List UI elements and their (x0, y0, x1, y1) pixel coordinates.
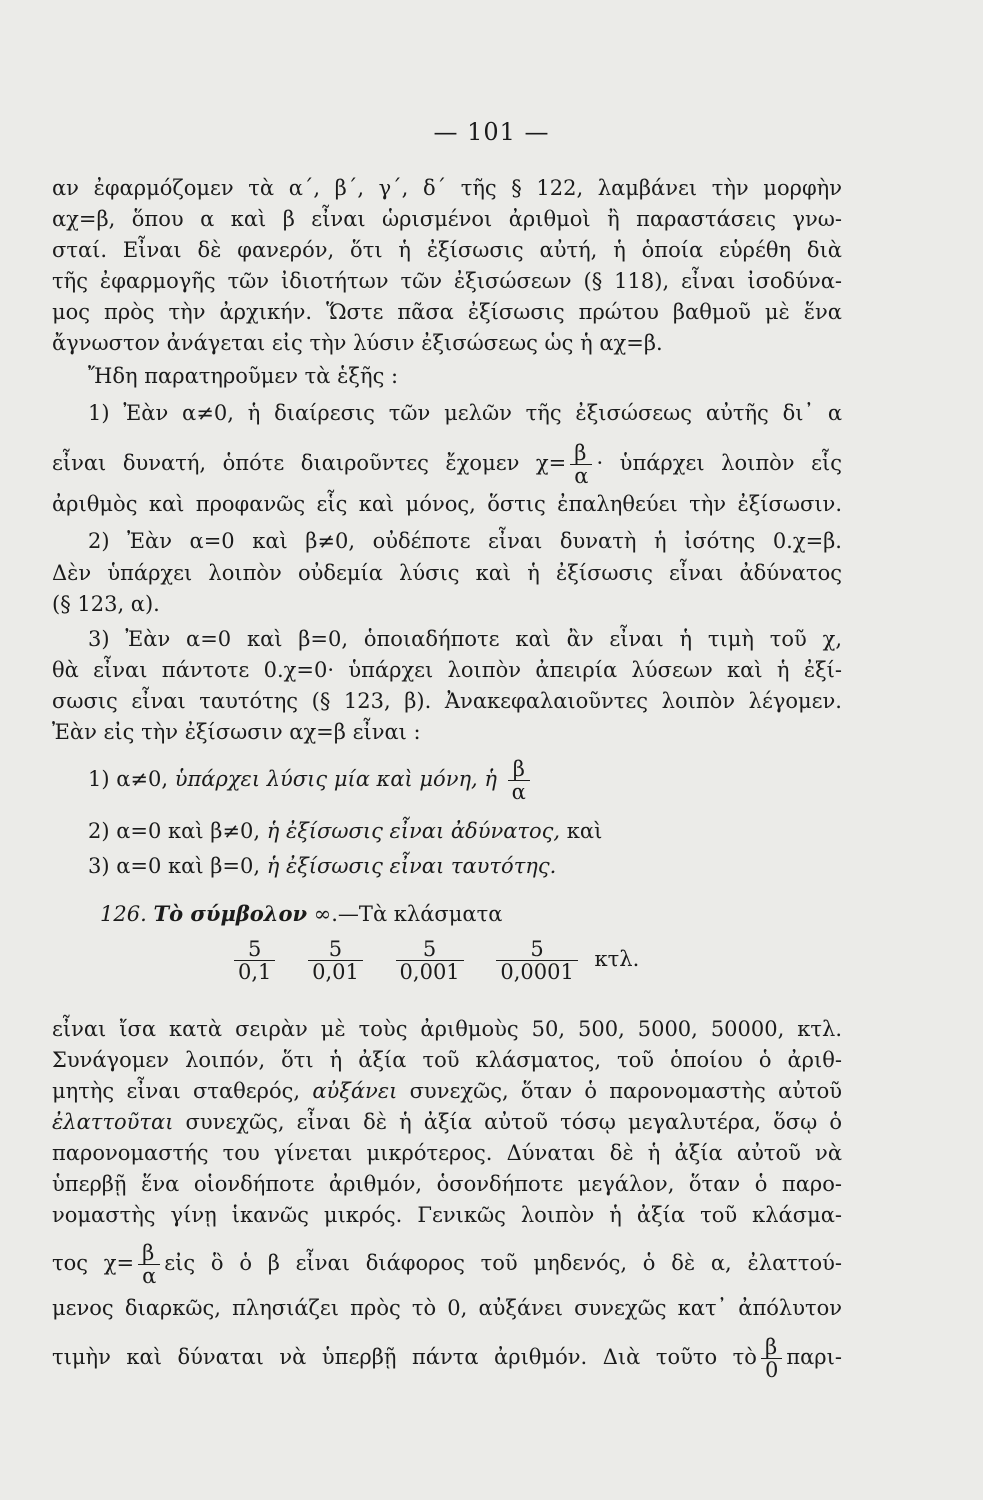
text-line-with-fraction (52, 1238, 842, 1288)
fraction-denominator: 0,01 (308, 960, 363, 983)
text-line: (§ 123, α). (52, 592, 160, 616)
text-segment: συνεχῶς, εἶναι δὲ ἡ ἀξία αὐτοῦ τόσῳ μεγαλυτέρα, ὅσῳ ὁ (185, 1110, 842, 1134)
fractions-row (230, 934, 639, 984)
text-line: αχ=β, ὅπου α καὶ β εἶναι ὡρισμένοι ἀριθμοὶ ἢ παραστάσεις γνω- (52, 207, 842, 231)
fraction-numerator: β (512, 757, 525, 781)
fraction (761, 1336, 782, 1381)
fraction-denominator: 0,0001 (496, 960, 577, 983)
text-line: εἶναι ἴσα κατὰ σειρὰν μὲ τοὺς ἀριθμοὺς 50, 500, 5000, 50000, κτλ. (52, 1017, 842, 1041)
section-heading (100, 900, 502, 928)
section-rest: ∞.—Τὰ κλάσματα (313, 902, 503, 926)
fraction-denominator: α (508, 780, 530, 803)
text-segment: μητὴς εἶναι σταθερός, (52, 1079, 301, 1103)
text-line (52, 1077, 842, 1105)
text-line: αν ἐφαρμόζομεν τὰ α΄, β΄, γ΄, δ΄ τῆς § 122, λαμβάνει τὴν μορφὴν (52, 176, 842, 200)
text-line: μενος διαρκῶς, πλησιάζει πρὸς τὸ 0, αὐξάνει συνεχῶς κατ᾽ ἀπόλυτον (52, 1296, 842, 1320)
text-segment: τος χ= (52, 1251, 135, 1275)
text-line-with-fraction (52, 1332, 842, 1382)
text-line: τῆς ἐφαρμογῆς τῶν ἰδιοτήτων τῶν ἐξισώσεων (§ 118), εἶναι ἰσοδύνα- (52, 269, 842, 293)
fraction-numerator: 5 (328, 937, 343, 961)
fraction-denominator: 0,001 (396, 960, 464, 983)
italic-segment: ἡ ἐξίσωσις εἶναι ταυτότης. (266, 854, 557, 878)
text-segment: 1) α≠0, (88, 767, 169, 791)
text-line: μος πρὸς τὴν ἀρχικήν. Ὥστε πᾶσα ἐξίσωσις πρώτου βαθμοῦ μὲ ἕνα (52, 300, 842, 324)
text-segment: συνεχῶς, ὅταν ὁ παρονομαστὴς αὐτοῦ (409, 1079, 842, 1103)
fraction-numerator: β (764, 1335, 778, 1359)
text-line: σταί. Εἶναι δὲ φανερόν, ὅτι ἡ ἐξίσωσις αὐτή, ἡ ὁποία εὑρέθη διὰ (52, 238, 842, 262)
fraction-numerator: 5 (530, 937, 544, 961)
text-line: Ἐὰν εἰς τὴν ἐξίσωσιν αχ=β εἶναι : (52, 720, 421, 744)
fractions-tail: κτλ. (594, 947, 640, 971)
fraction (234, 938, 275, 983)
text-line: Δὲν ὑπάρχει λοιπὸν οὐδεμία λύσις καὶ ἡ ἐξίσωσις εἶναι ἀδύνατος (52, 561, 842, 585)
text-segment: · ὑπάρχει λοιπὸν εἷς (596, 451, 843, 475)
summary-case-3 (88, 852, 556, 880)
page-number: — 101 — (433, 118, 550, 146)
italic-segment: ἐλαττοῦται (52, 1110, 174, 1134)
fraction-denominator: 0,1 (234, 960, 275, 983)
summary-case-2 (88, 817, 602, 845)
text-segment: καὶ (566, 819, 603, 843)
italic-segment: ὑπάρχει λύσις μία καὶ μόνη, ἡ (174, 767, 497, 791)
fraction (138, 1242, 160, 1287)
section-title: Τὸ σύμβολον (153, 901, 308, 926)
fraction-denominator: α (570, 464, 592, 487)
text-segment: εἰς ὃ ὁ β εἶναι διάφορος τοῦ μηδενός, ὁ δὲ α, ἐλαττού- (164, 1251, 842, 1275)
section-number: 126. (100, 902, 147, 926)
text-line: ἀριθμὸς καὶ προφανῶς εἷς καὶ μόνος, ὅστις ἐπαληθεύει τὴν ἐξίσωσιν. (52, 492, 842, 516)
text-segment: 2) α=0 καὶ β≠0, (88, 819, 261, 843)
text-segment: παρι- (786, 1345, 842, 1369)
fraction-numerator: 5 (248, 937, 262, 961)
italic-segment: αὐξάνει (312, 1079, 398, 1103)
text-segment: τιμὴν καὶ δύναται νὰ ὑπερβῇ πάντα ἀριθμόν. Διὰ τοῦτο τὸ (52, 1345, 757, 1369)
text-line (52, 1108, 842, 1136)
fraction (570, 442, 592, 487)
italic-segment: ἡ ἐξίσωσις εἶναι ἀδύνατος, (266, 819, 561, 843)
fraction-numerator: β (142, 1241, 155, 1265)
text-segment: εἶναι δυνατή, ὁπότε διαιροῦντες ἔχομεν χ= (52, 451, 567, 475)
summary-case-1 (88, 754, 534, 804)
text-line: 2) Ἐὰν α=0 καὶ β≠0, οὐδέποτε εἶναι δυνατὴ ἡ ἰσότης 0.χ=β. (88, 529, 842, 553)
text-line: παρονομαστής του γίνεται μικρότερος. Δύναται δὲ ἡ ἀξία αὐτοῦ νὰ (52, 1141, 842, 1165)
text-line: 1) Ἐὰν α≠0, ἡ διαίρεσις τῶν μελῶν τῆς ἐξισώσεως αὐτῆς δι᾽ α (88, 401, 842, 425)
text-line: ἄγνωστον ἀνάγεται εἰς τὴν λύσιν ἐξισώσεως ὡς ἡ αχ=β. (52, 331, 663, 355)
text-line: σωσις εἶναι ταυτότης (§ 123, β). Ἀνακεφαλαιοῦντες λοιπὸν λέγομεν. (52, 689, 842, 713)
fraction (396, 938, 464, 983)
text-line: νομαστὴς γίνῃ ἱκανῶς μικρός. Γενικῶς λοιπὸν ἡ ἀξία τοῦ κλάσμα- (52, 1203, 842, 1227)
fraction-numerator: 5 (422, 937, 437, 961)
text-segment: 3) α=0 καὶ β=0, (88, 854, 261, 878)
fraction (508, 758, 530, 803)
text-line: Συνάγομεν λοιπόν, ὅτι ἡ ἀξία τοῦ κλάσματος, τοῦ ὁποίου ὁ ἀριθ- (52, 1048, 842, 1072)
text-line: ὑπερβῇ ἕνα οἱονδήποτε ἀριθμόν, ὁσονδήποτε μεγάλον, ὅταν ὁ παρο- (52, 1172, 842, 1196)
text-line: θὰ εἶναι πάντοτε 0.χ=0· ὑπάρχει λοιπὸν ἀπειρία λύσεων καὶ ἡ ἐξί- (52, 658, 842, 682)
fraction-denominator: 0 (761, 1358, 782, 1381)
fraction-denominator: α (138, 1264, 160, 1287)
fraction (496, 938, 577, 983)
text-line-with-fraction (52, 438, 842, 488)
fraction-numerator: β (574, 441, 587, 465)
text-line: 3) Ἐὰν α=0 καὶ β=0, ὁποιαδήποτε καὶ ἂν εἶναι ἡ τιμὴ τοῦ χ, (88, 627, 842, 651)
text-line: Ἤδη παρατηροῦμεν τὰ ἑξῆς : (88, 364, 399, 388)
fraction (308, 938, 363, 983)
